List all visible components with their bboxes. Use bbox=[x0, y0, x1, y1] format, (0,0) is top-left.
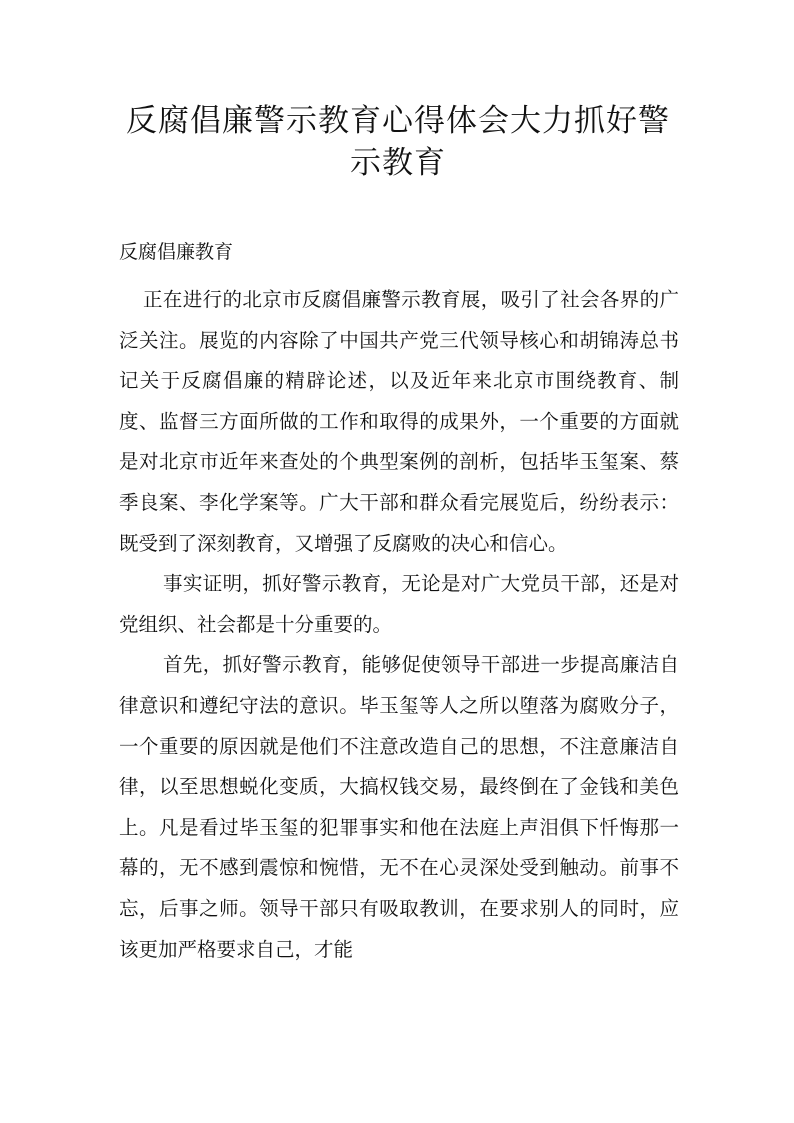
body-paragraph-1: 正在进行的北京市反腐倡廉警示教育展，吸引了社会各界的广泛关注。展览的内容除了中国共产党三代领导核心和胡锦涛总书记关于反腐倡廉的精辟论述，以及近年来北京市围绕教育、制度、监督三方面所做的工作和取得的成果外，一个重要的方面就是对北京市近年来查处的个典型案例的剖析，包括毕玉玺案、蔡季良案、李化学案等。广大干部和群众看完展览后，纷纷表示：既受到了深刻教育，又增强了反腐败的决心和信心。 bbox=[119, 288, 679, 555]
document-title: 反腐倡廉警示教育心得体会大力抓好警示教育 bbox=[126, 103, 670, 181]
section-subheading: 反腐倡廉教育 bbox=[119, 241, 234, 263]
body-paragraph-3: 首先，抓好警示教育，能够促使领导干部进一步提高廉洁自律意识和遵纪守法的意识。毕玉玺等人之所以堕落为腐败分子，一个重要的原因就是他们不注意改造自己的思想，不注意廉洁自律，以至思想蜕化变质，大搞权钱交易，最终倒在了金钱和美色上。凡是看过毕玉玺的犯罪事实和他在法庭上声泪俱下忏悔那一幕的，无不感到震惊和惋惜，无不在心灵深处受到触动。前事不忘，后事之师。领导干部只有吸取教训，在要求别人的同时，应该更加严格要求自己，才能 bbox=[119, 653, 679, 961]
document-body bbox=[119, 280, 679, 970]
body-paragraph-2: 事实证明，抓好警示教育，无论是对广大党员干部，还是对党组织、社会都是十分重要的。 bbox=[119, 572, 679, 636]
